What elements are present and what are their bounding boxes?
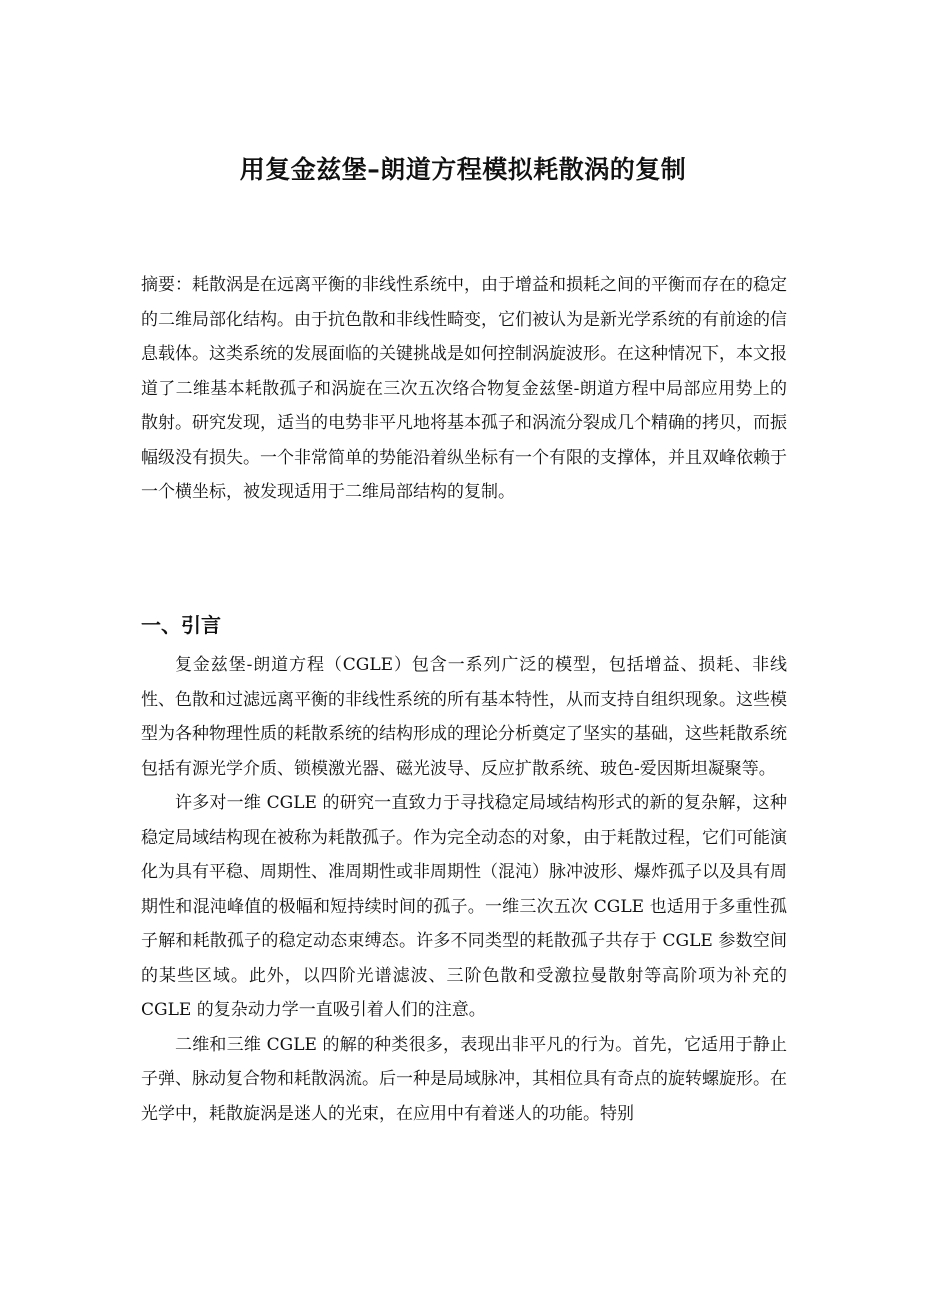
section-heading-introduction: 一、引言 bbox=[141, 613, 221, 637]
section-body-introduction bbox=[141, 648, 787, 1131]
abstract-paragraph: 摘要：耗散涡是在远离平衡的非线性系统中，由于增益和损耗之间的平衡而存在的稳定的二维局部化结构。由于抗色散和非线性畸变，它们被认为是新光学系统的有前途的信息载体。这类系统的发展面临的关键挑战是如何控制涡旋波形。在这种情况下，本文报道了二维基本耗散孤子和涡旋在三次五次络合物复金兹堡-朗道方程中局部应用势上的散射。研究发现，适当的电势非平凡地将基本孤子和涡流分裂成几个精确的拷贝，而振幅级没有损失。一个非常简单的势能沿着纵坐标有一个有限的支撑体，并且双峰依赖于一个横坐标，被发现适用于二维局部结构的复制。 bbox=[141, 275, 787, 502]
body-paragraph: 许多对一维 CGLE 的研究一直致力于寻找稳定局域结构形式的新的复杂解，这种稳定局域结构现在被称为耗散孤子。作为完全动态的对象，由于耗散过程，它们可能演化为具有平稳、周期性、准周期性或非周期性（混沌）脉冲波形、爆炸孤子以及具有周期性和混沌峰值的极幅和短持续时间的孤子。一维三次五次 CGLE 也适用于多重性孤子解和耗散孤子的稳定动态束缚态。许多不同类型的耗散孤子共存于 CGLE 参数空间的某些区域。此外，以四阶光谱滤波、三阶色散和受激拉曼散射等高阶项为补充的 CGLE 的复杂动力学一直吸引着人们的注意。 bbox=[141, 793, 787, 1020]
document-title: 用复金兹堡–朗道方程模拟耗散涡的复制 bbox=[239, 155, 687, 184]
body-paragraph: 复金兹堡-朗道方程（CGLE）包含一系列广泛的模型，包括增益、损耗、非线性、色散和过滤远离平衡的非线性系统的所有基本特性，从而支持自组织现象。这些模型为各种物理性质的耗散系统的结构形成的理论分析奠定了坚实的基础，这些耗散系统包括有源光学介质、锁模激光器、磁光波导、反应扩散系统、玻色-爱因斯坦凝聚等。 bbox=[141, 655, 787, 779]
body-paragraph: 二维和三维 CGLE 的解的种类很多，表现出非平凡的行为。首先，它适用于静止子弹、脉动复合物和耗散涡流。后一种是局域脉冲，其相位具有奇点的旋转螺旋形。在光学中，耗散旋涡是迷人的光束，在应用中有着迷人的功能。特别 bbox=[141, 1034, 787, 1124]
